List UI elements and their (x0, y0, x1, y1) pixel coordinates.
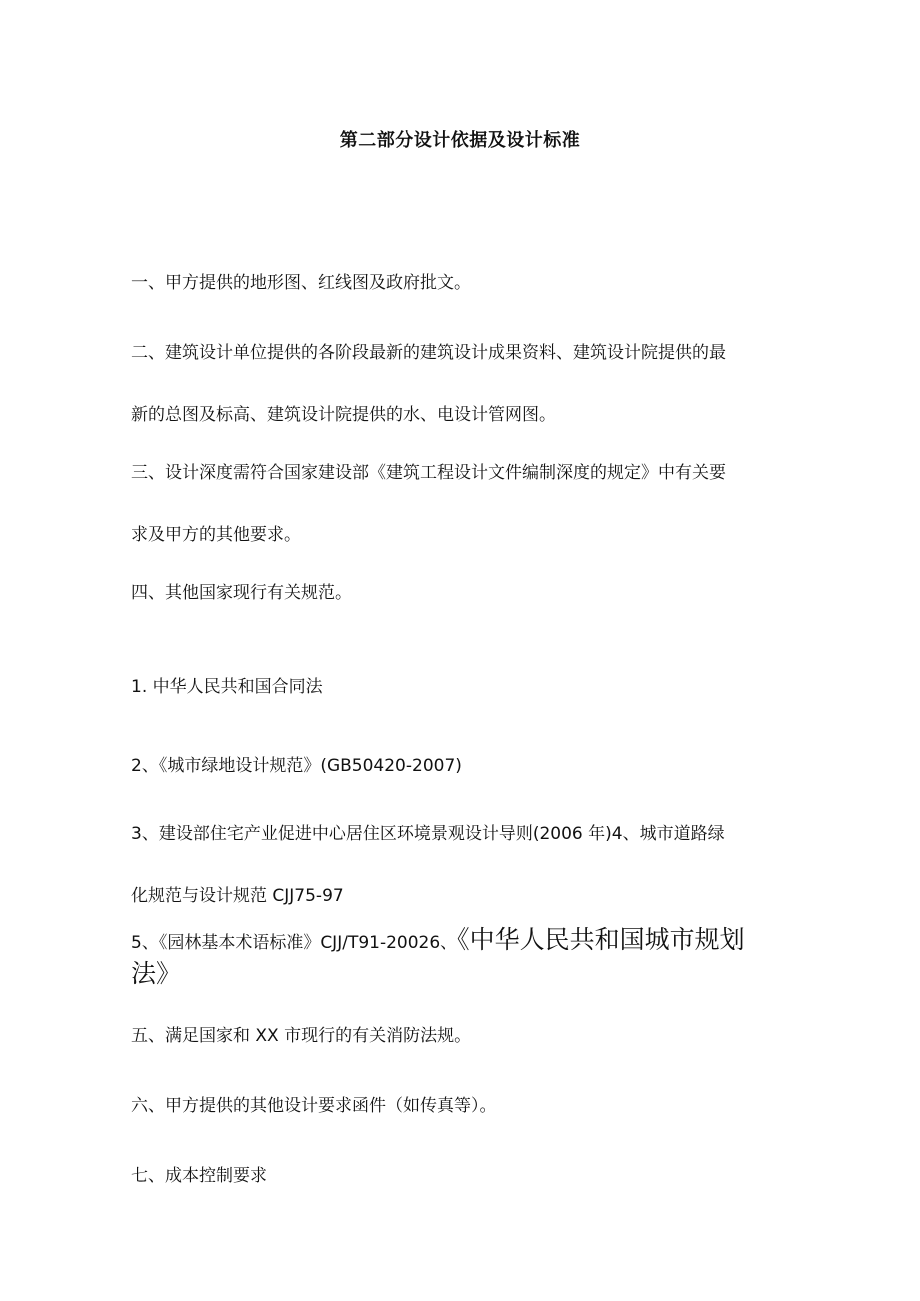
paragraph-4 (131, 562, 791, 624)
list-item-line: 2、《城市绿地设计规范》(GB50420-2007) (131, 756, 462, 776)
paragraph-7 (131, 1145, 791, 1207)
list-item-text: 5、《园林基本术语标准》CJJ/T91-20026、 (131, 933, 458, 953)
list-item-text-large: 法》 (131, 959, 182, 988)
list-item-text-large: 《中华人民共和国城市规划 (457, 925, 745, 954)
list-item-2 (131, 735, 791, 797)
paragraph-line: 求及甲方的其他要求。 (131, 525, 301, 545)
paragraph-line: 二、建筑设计单位提供的各阶段最新的建筑设计成果资料、建筑设计院提供的最 (131, 343, 726, 363)
paragraph-1 (131, 252, 791, 314)
paragraph-5 (131, 1005, 791, 1067)
list-item-3 (131, 803, 791, 927)
list-item-5 (131, 923, 791, 991)
list-item-1 (131, 656, 791, 718)
paragraph-3 (131, 442, 791, 566)
paragraph-line: 四、其他国家现行有关规范。 (131, 583, 352, 603)
list-item-line: 3、建设部住宅产业促进中心居住区环境景观设计导则(2006 年)4、城市道路绿 (131, 824, 725, 844)
paragraph-line: 一、甲方提供的地形图、红线图及政府批文。 (131, 273, 471, 293)
page-title: 第二部分设计依据及设计标准 (339, 130, 581, 151)
paragraph-line: 新的总图及标高、建筑设计院提供的水、电设计管网图。 (131, 405, 556, 425)
paragraph-line: 五、满足国家和 XX 市现行的有关消防法规。 (131, 1026, 472, 1046)
paragraph-2 (131, 322, 791, 446)
paragraph-line: 七、成本控制要求 (131, 1166, 267, 1186)
list-item-line: 化规范与设计规范 CJJ75-97 (131, 886, 344, 906)
paragraph-line: 六、甲方提供的其他设计要求函件（如传真等）。 (131, 1096, 497, 1116)
list-item-line (131, 923, 791, 957)
list-item-line: 1. 中华人民共和国合同法 (131, 677, 323, 697)
paragraph-6 (131, 1075, 791, 1137)
paragraph-line: 三、设计深度需符合国家建设部《建筑工程设计文件编制深度的规定》中有关要 (131, 463, 726, 483)
